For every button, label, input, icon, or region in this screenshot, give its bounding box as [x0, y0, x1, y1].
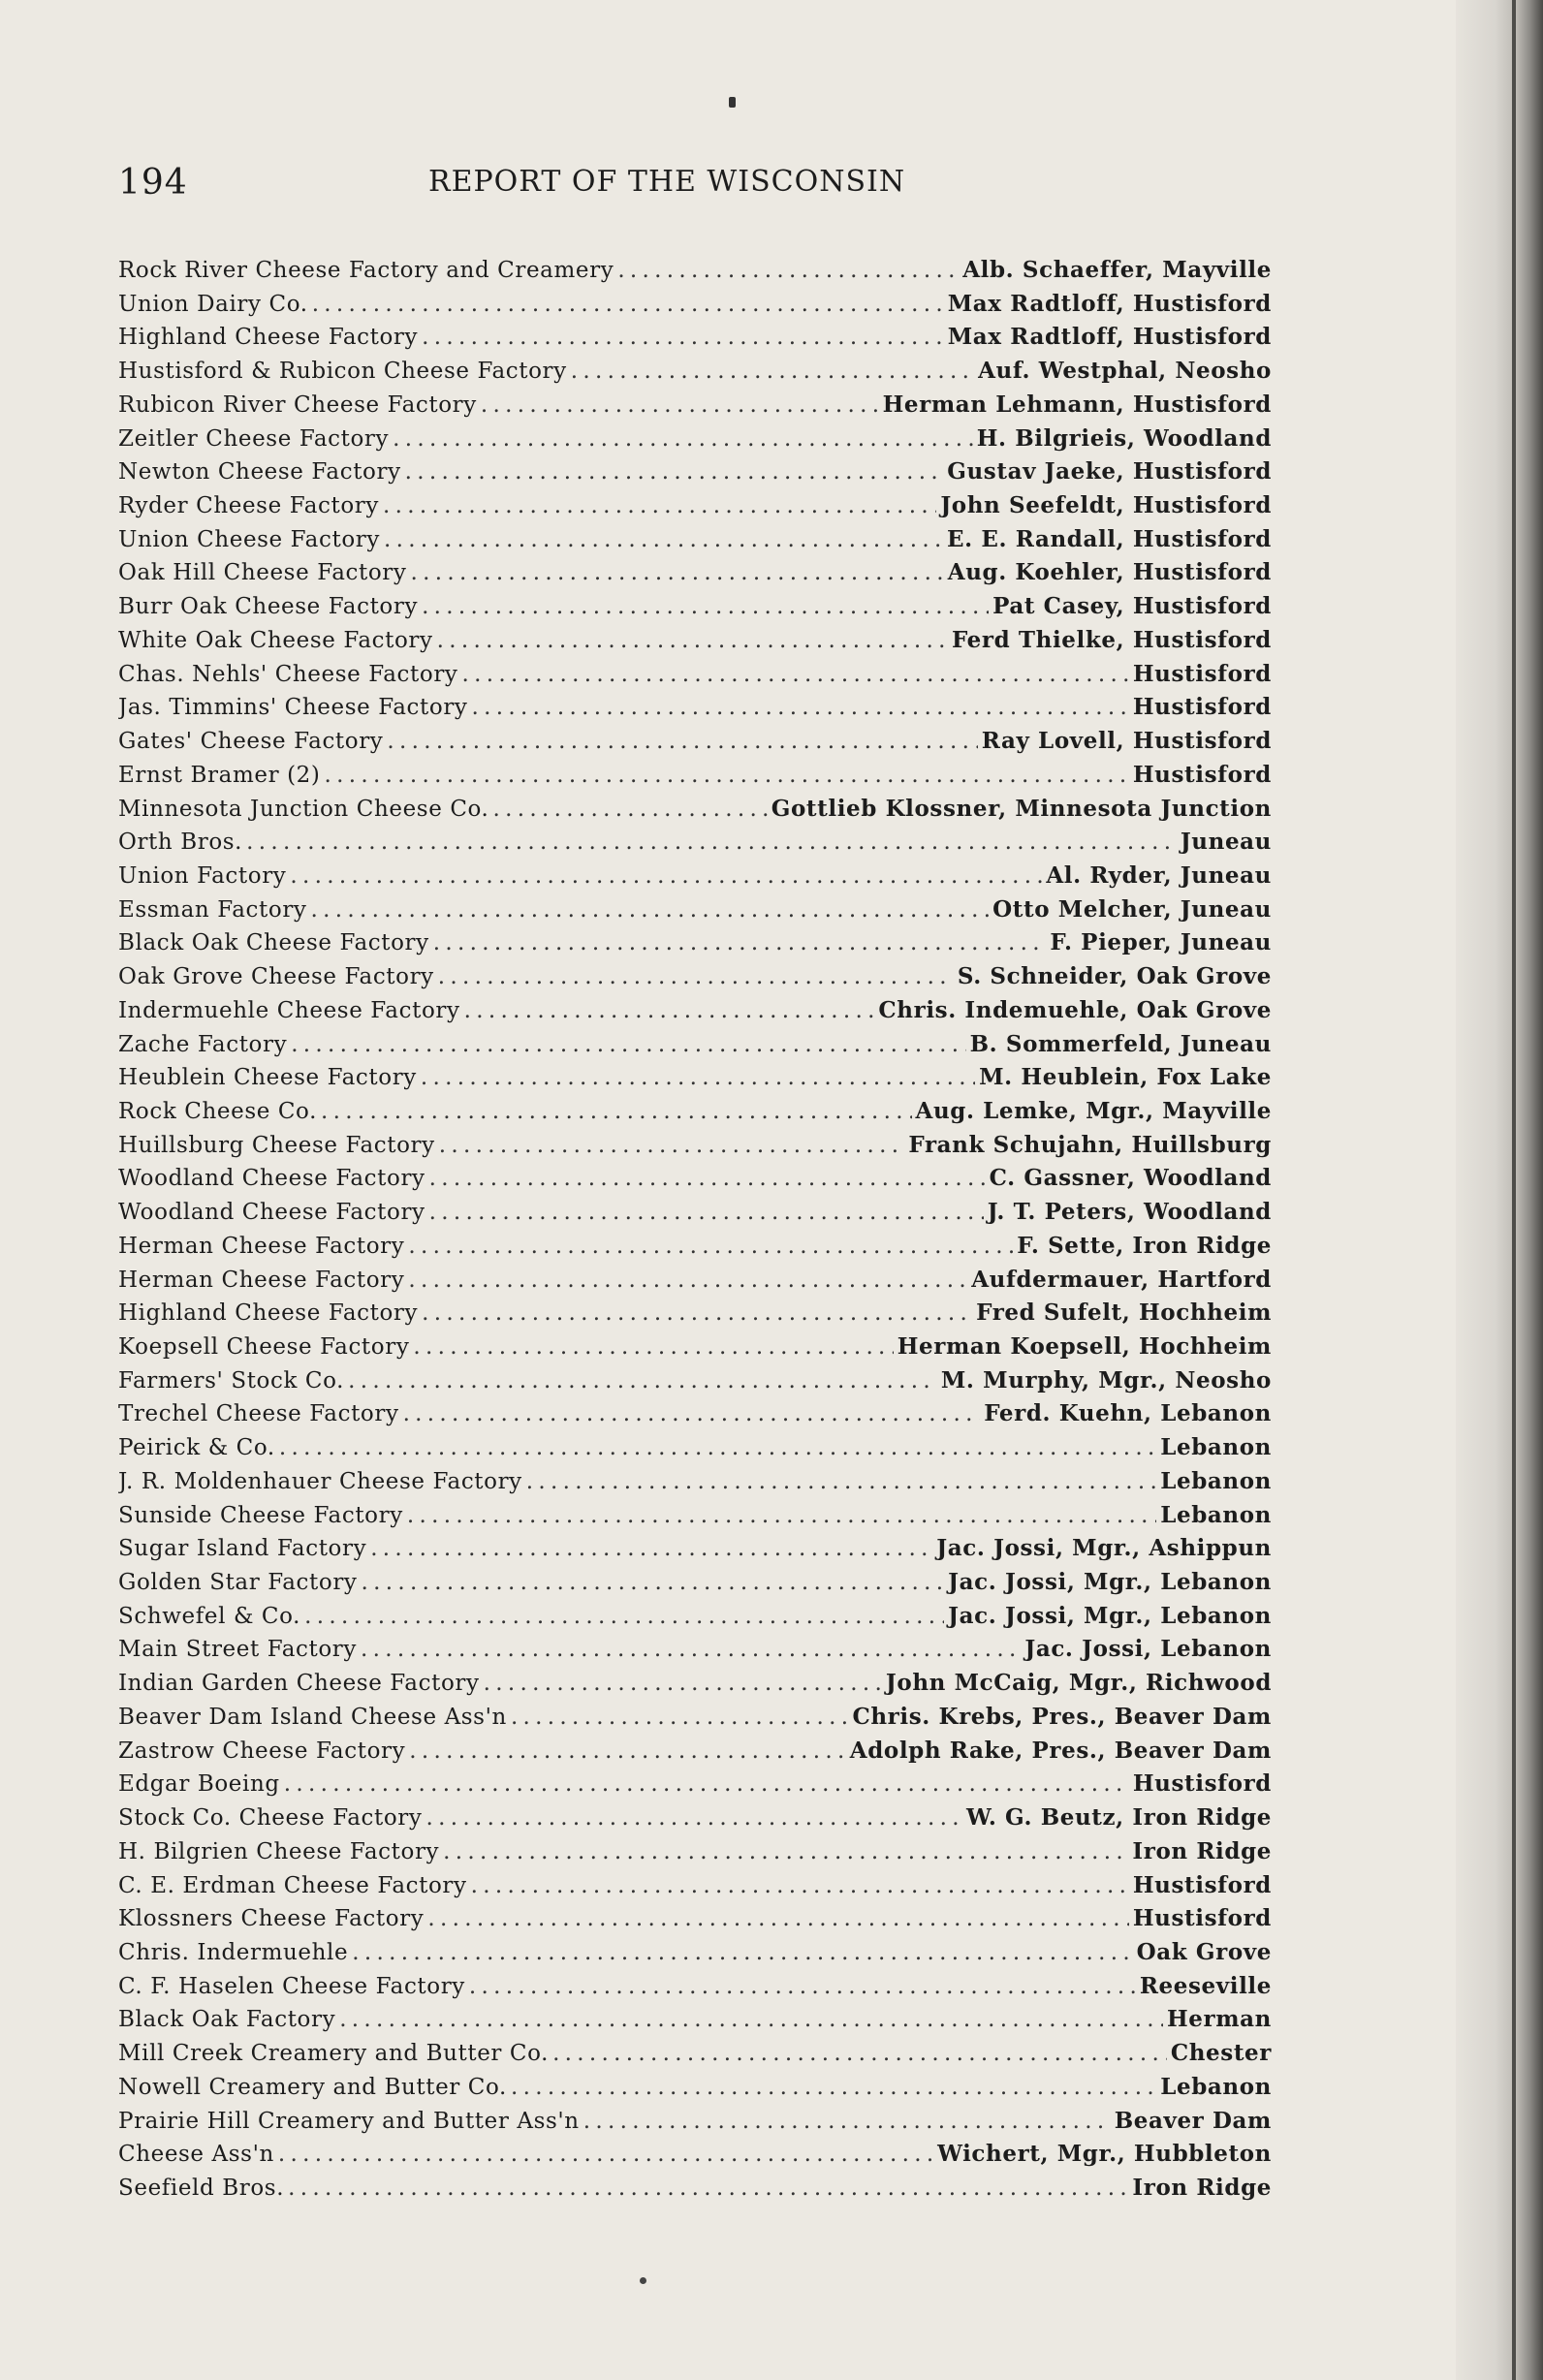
proprietor-location: Lebanon [1160, 2073, 1272, 2100]
factory-name: Nowell Creamery and Butter Co. [118, 2074, 507, 2100]
list-item [118, 1230, 1272, 1264]
proprietor-location: Chris. Indemuehle, Oak Grove [878, 996, 1272, 1023]
factory-name: Herman Cheese Factory [118, 1267, 405, 1293]
list-item [118, 1129, 1272, 1163]
dot-leader [427, 1902, 1128, 1936]
dot-leader [571, 355, 974, 389]
list-item [118, 658, 1272, 692]
factory-name: Huillsburg Cheese Factory [118, 1132, 435, 1158]
factory-name: Zache Factory [118, 1031, 288, 1057]
factory-name: Seefield Bros. [118, 2175, 285, 2201]
factory-name: Oak Hill Cheese Factory [118, 560, 407, 586]
proprietor-location: Lebanon [1160, 1467, 1272, 1494]
list-item [118, 1331, 1272, 1364]
proprietor-location: H. Bilgrieis, Woodland [976, 424, 1272, 452]
proprietor-location: Reeseville [1139, 1972, 1272, 1999]
dot-leader [324, 759, 1128, 793]
factory-name: Sugar Island Factory [118, 1536, 367, 1562]
list-item [118, 1902, 1272, 1936]
proprietor-location: F. Pieper, Juneau [1050, 929, 1272, 956]
factory-name: Oak Grove Cheese Factory [118, 964, 434, 990]
factory-name: C. E. Erdman Cheese Factory [118, 1872, 467, 1898]
proprietor-location: Iron Ridge [1132, 1837, 1272, 1864]
factory-name: Black Oak Cheese Factory [118, 930, 429, 956]
binding-fold-line [1512, 0, 1516, 2380]
factory-name: Hustisford & Rubicon Cheese Factory [118, 359, 567, 385]
proprietor-location: Aufdermauer, Hartford [971, 1266, 1272, 1293]
dot-leader [552, 2037, 1167, 2071]
factory-name: Union Dairy Co. [118, 291, 308, 317]
proprietor-location: C. Gassner, Woodland [989, 1165, 1272, 1192]
list-item [118, 1735, 1272, 1769]
proprietor-location: Fred Sufelt, Hochheim [976, 1300, 1272, 1327]
dot-leader [348, 1364, 937, 1398]
factory-name: Peirick & Co. [118, 1435, 275, 1461]
dot-leader [291, 1028, 965, 1062]
dot-leader [433, 926, 1047, 960]
dot-leader [413, 1331, 893, 1364]
proprietor-location: Hustisford [1132, 660, 1272, 687]
list-item [118, 556, 1272, 590]
list-item [118, 2138, 1272, 2172]
proprietor-location: Al. Ryder, Juneau [1046, 861, 1272, 889]
factory-name: Zastrow Cheese Factory [118, 1738, 406, 1764]
dot-leader [422, 590, 989, 624]
proprietor-location: Jac. Jossi, Mgr., Lebanon [948, 1569, 1272, 1596]
proprietor-location: Ray Lovell, Hustisford [981, 728, 1272, 755]
dot-leader [405, 455, 944, 489]
dot-leader [437, 624, 948, 658]
proprietor-location: W. G. Beutz, Iron Ridge [966, 1804, 1272, 1832]
list-item [118, 1936, 1272, 1970]
list-item [118, 893, 1272, 927]
dot-leader [361, 1633, 1021, 1667]
proprietor-location: M. Heublein, Fox Lake [979, 1064, 1272, 1091]
dot-leader [421, 1061, 975, 1095]
factory-name: Highland Cheese Factory [118, 1300, 419, 1327]
factory-list [118, 254, 1272, 2221]
dot-leader [288, 2172, 1128, 2206]
factory-name: Indermuehle Cheese Factory [118, 997, 460, 1023]
list-item [118, 1431, 1272, 1465]
list-item [118, 1600, 1272, 1634]
page-number: 194 [118, 163, 188, 203]
factory-name: Woodland Cheese Factory [118, 1200, 425, 1226]
dot-leader [407, 1499, 1156, 1533]
dot-leader [443, 1835, 1128, 1869]
proprietor-location: Lebanon [1160, 1434, 1272, 1461]
proprietor-location: Aug. Koehler, Hustisford [947, 559, 1272, 586]
list-item [118, 2037, 1272, 2071]
list-item [118, 624, 1272, 658]
list-item [118, 1095, 1272, 1129]
list-item [118, 1566, 1272, 1600]
proprietor-location: Hustisford [1132, 1905, 1272, 1932]
proprietor-location: Gustav Jaeke, Hustisford [947, 458, 1272, 485]
factory-name: H. Bilgrien Cheese Factory [118, 1838, 440, 1864]
list-item [118, 860, 1272, 893]
proprietor-location: E. E. Randall, Hustisford [947, 525, 1272, 552]
list-item [118, 1970, 1272, 2004]
dot-leader [526, 1465, 1156, 1499]
proprietor-location: Oak Grove [1136, 1938, 1272, 1965]
dot-leader [422, 321, 944, 355]
proprietor-location: Herman [1166, 2006, 1272, 2033]
factory-name: Golden Star Factory [118, 1570, 358, 1596]
dot-leader [429, 1162, 986, 1196]
factory-name: Highland Cheese Factory [118, 325, 419, 351]
factory-name: Prairie Hill Creamery and Butter Ass'n [118, 2108, 580, 2134]
factory-name: Ryder Cheese Factory [118, 493, 379, 519]
list-item [118, 489, 1272, 523]
factory-name: Minnesota Junction Cheese Co. [118, 796, 489, 822]
dot-leader [511, 1701, 849, 1735]
list-item [118, 1297, 1272, 1331]
list-item [118, 355, 1272, 389]
list-item [118, 2172, 1272, 2206]
dot-leader [410, 556, 943, 590]
list-item [118, 759, 1272, 793]
proprietor-location: Max Radtloff, Hustisford [947, 324, 1272, 351]
dot-leader [438, 960, 954, 994]
factory-name: Zeitler Cheese Factory [118, 425, 390, 452]
factory-name: Sunside Cheese Factory [118, 1502, 403, 1528]
dot-leader [278, 2138, 933, 2172]
dot-leader [409, 1735, 846, 1769]
dot-leader [422, 1297, 972, 1331]
list-item [118, 826, 1272, 860]
dot-leader [471, 1869, 1129, 1903]
factory-name: Chris. Indermuehle [118, 1939, 349, 1965]
proprietor-location: S. Schneider, Oak Grove [957, 963, 1272, 990]
proprietor-location: Chester [1170, 2040, 1272, 2067]
proprietor-location: Juneau [1180, 829, 1272, 856]
factory-name: Chas. Nehls' Cheese Factory [118, 661, 458, 687]
list-item [118, 590, 1272, 624]
list-item [118, 1499, 1272, 1533]
factory-name: Union Cheese Factory [118, 526, 380, 552]
factory-name: Black Oak Factory [118, 2007, 336, 2033]
dot-leader [403, 1397, 981, 1431]
factory-name: Mill Creek Creamery and Butter Co. [118, 2041, 550, 2067]
dot-leader [279, 1431, 1156, 1465]
list-item [118, 254, 1272, 288]
factory-name: Orth Bros. [118, 830, 243, 856]
factory-name: Heublein Cheese Factory [118, 1065, 417, 1091]
factory-name: Union Factory [118, 862, 287, 889]
factory-name: Rock Cheese Co. [118, 1098, 318, 1124]
list-item [118, 1397, 1272, 1431]
list-item [118, 725, 1272, 759]
proprietor-location: Chris. Krebs, Pres., Beaver Dam [852, 1703, 1272, 1730]
dot-leader [408, 1264, 967, 1298]
proprietor-location: John McCaig, Mgr., Richwood [885, 1670, 1272, 1697]
factory-name: Rock River Cheese Factory and Creamery [118, 258, 614, 283]
factory-name: Ernst Bramer (2) [118, 762, 321, 788]
proprietor-location: F. Sette, Iron Ridge [1017, 1232, 1272, 1259]
dot-leader [352, 1936, 1132, 1970]
dot-leader [617, 254, 959, 288]
dot-leader [246, 826, 1177, 860]
proprietor-location: Herman Koepsell, Hochheim [897, 1333, 1272, 1360]
dot-leader [492, 793, 767, 827]
list-item [118, 1701, 1272, 1735]
list-item [118, 321, 1272, 355]
dot-leader [370, 1532, 932, 1566]
dot-leader [339, 2003, 1163, 2037]
list-item [118, 1801, 1272, 1835]
factory-name: Woodland Cheese Factory [118, 1166, 425, 1192]
dot-leader [304, 1600, 944, 1634]
proprietor-location: B. Sommerfeld, Juneau [969, 1030, 1272, 1057]
list-item [118, 960, 1272, 994]
list-item [118, 1364, 1272, 1398]
factory-name: Cheese Ass'n [118, 2142, 274, 2168]
factory-name: J. R. Moldenhauer Cheese Factory [118, 1468, 522, 1494]
list-item [118, 288, 1272, 322]
proprietor-location: Herman Lehmann, Hustisford [882, 391, 1272, 418]
dot-leader [384, 523, 943, 557]
list-item [118, 1869, 1272, 1903]
dot-leader [425, 1801, 962, 1835]
proprietor-location: Alb. Schaeffer, Mayville [962, 257, 1272, 283]
list-item [118, 2071, 1272, 2105]
proprietor-location: Jac. Jossi, Lebanon [1024, 1636, 1272, 1663]
page-header [118, 163, 1272, 209]
dot-leader [408, 1230, 1013, 1264]
dot-leader [583, 2105, 1111, 2139]
list-item [118, 523, 1272, 557]
proprietor-location: Adolph Rake, Pres., Beaver Dam [849, 1737, 1272, 1764]
list-item [118, 1667, 1272, 1701]
factory-name: Newton Cheese Factory [118, 459, 401, 485]
list-item [118, 1768, 1272, 1801]
proprietor-location: M. Murphy, Mgr., Neosho [940, 1366, 1272, 1394]
proprietor-location: Auf. Westphal, Neosho [978, 358, 1272, 385]
proprietor-location: Max Radtloff, Hustisford [947, 290, 1272, 317]
list-item [118, 389, 1272, 423]
proprietor-location: J. T. Peters, Woodland [987, 1199, 1272, 1226]
list-item [118, 1532, 1272, 1566]
list-item [118, 1196, 1272, 1230]
proprietor-location: Jac. Jossi, Mgr., Lebanon [948, 1602, 1272, 1629]
factory-name: C. F. Haselen Cheese Factory [118, 1973, 465, 1999]
factory-name: Edgar Boeing [118, 1771, 280, 1798]
dot-leader [387, 725, 977, 759]
proprietor-location: Iron Ridge [1132, 2174, 1272, 2201]
list-item [118, 1264, 1272, 1298]
factory-name: Stock Co. Cheese Factory [118, 1805, 423, 1832]
scan-page-edge [1456, 0, 1543, 2380]
dot-leader [439, 1129, 905, 1163]
list-item [118, 1028, 1272, 1062]
list-item [118, 423, 1272, 456]
list-item [118, 2003, 1272, 2037]
factory-name: Trechel Cheese Factory [118, 1401, 399, 1427]
proprietor-location: Aug. Lemke, Mgr., Mayville [915, 1097, 1272, 1124]
proprietor-location: Beaver Dam [1114, 2107, 1272, 2134]
ink-speck [729, 97, 736, 108]
factory-name: Herman Cheese Factory [118, 1233, 405, 1259]
dot-leader [312, 288, 944, 322]
factory-name: Farmers' Stock Co. [118, 1367, 345, 1394]
factory-name: Indian Garden Cheese Factory [118, 1671, 480, 1697]
factory-name: Koepsell Cheese Factory [118, 1334, 410, 1360]
factory-name: Klossners Cheese Factory [118, 1906, 425, 1932]
proprietor-location: Wichert, Mgr., Hubbleton [937, 2141, 1272, 2168]
proprietor-location: Ferd. Kuehn, Lebanon [984, 1400, 1272, 1427]
factory-name: Beaver Dam Island Cheese Ass'n [118, 1704, 507, 1730]
dot-leader [321, 1095, 911, 1129]
proprietor-location: Frank Schujahn, Huillsburg [908, 1131, 1272, 1158]
proprietor-location: Lebanon [1160, 1501, 1272, 1528]
proprietor-location: John Seefeldt, Hustisford [940, 492, 1272, 519]
dot-leader [290, 860, 1042, 893]
dot-leader [472, 691, 1129, 725]
list-item [118, 994, 1272, 1028]
list-item [118, 793, 1272, 827]
list-item [118, 1835, 1272, 1869]
proprietor-location: Jac. Jossi, Mgr., Ashippun [936, 1535, 1272, 1562]
factory-name: Essman Factory [118, 896, 307, 923]
factory-name: Schwefel & Co. [118, 1603, 301, 1629]
list-item [118, 691, 1272, 725]
dot-leader [362, 1566, 945, 1600]
proprietor-location: Hustisford [1132, 694, 1272, 721]
dot-leader [469, 1970, 1136, 2004]
proprietor-location: Hustisford [1132, 1871, 1272, 1898]
dot-leader [511, 2071, 1156, 2105]
proprietor-location: Hustisford [1132, 761, 1272, 788]
dot-leader [383, 489, 936, 523]
proprietor-location: Gottlieb Klossner, Minnesota Junction [771, 795, 1272, 822]
list-item [118, 455, 1272, 489]
dot-leader [429, 1196, 984, 1230]
running-title: REPORT OF THE WISCONSIN [428, 165, 906, 199]
dot-leader [284, 1768, 1129, 1801]
list-item [118, 1162, 1272, 1196]
dot-leader [393, 423, 973, 456]
list-item [118, 1061, 1272, 1095]
proprietor-location: Ferd Thielke, Hustisford [952, 626, 1272, 653]
proprietor-location: Hustisford [1132, 1770, 1272, 1798]
dot-leader [484, 1667, 882, 1701]
list-item [118, 1465, 1272, 1499]
dot-leader [464, 994, 875, 1028]
dot-leader [481, 389, 879, 423]
factory-name: Jas. Timmins' Cheese Factory [118, 695, 468, 721]
proprietor-location: Otto Melcher, Juneau [992, 895, 1272, 923]
list-item [118, 1633, 1272, 1667]
dot-leader [311, 893, 990, 927]
proprietor-location: Pat Casey, Hustisford [992, 593, 1272, 620]
dot-leader [462, 658, 1129, 692]
list-item [118, 926, 1272, 960]
factory-name: Main Street Factory [118, 1637, 357, 1663]
factory-name: Burr Oak Cheese Factory [118, 594, 419, 620]
factory-name: White Oak Cheese Factory [118, 627, 433, 653]
factory-name: Rubicon River Cheese Factory [118, 391, 477, 418]
list-item [118, 2105, 1272, 2139]
factory-name: Gates' Cheese Factory [118, 729, 384, 755]
ink-speck [640, 2277, 646, 2284]
